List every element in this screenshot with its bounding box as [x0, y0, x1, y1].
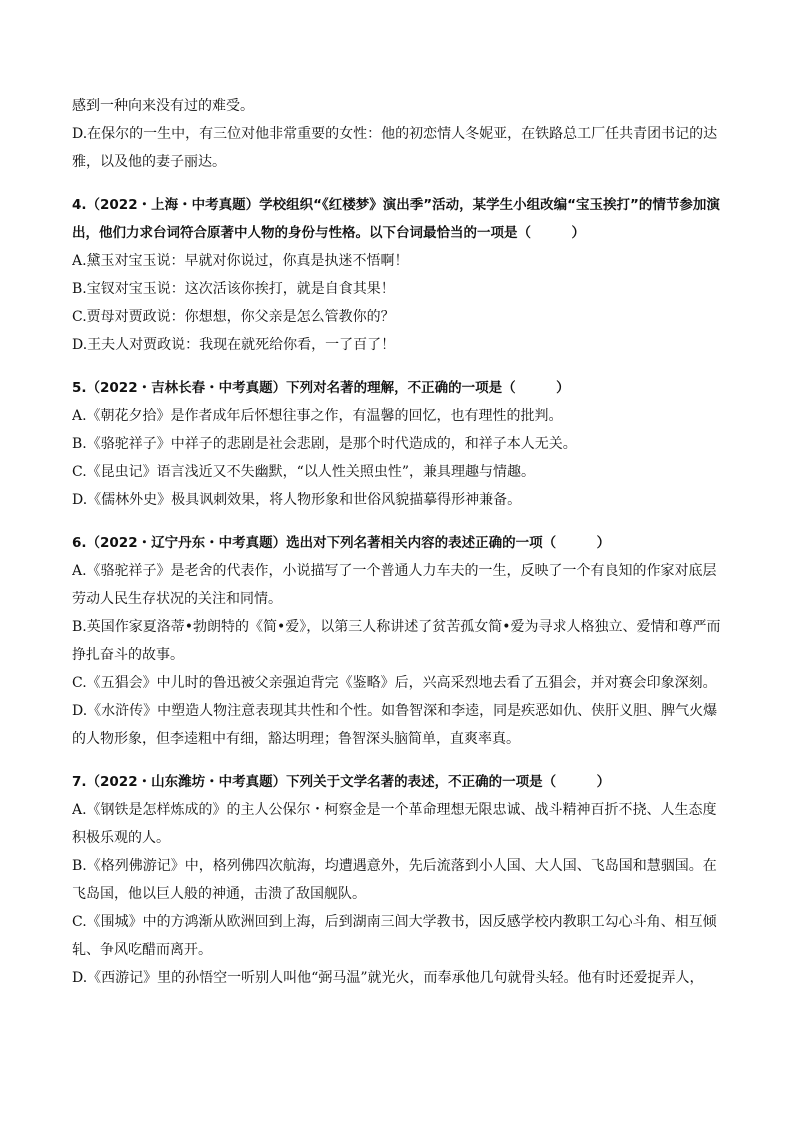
question-5-option-d: D.《儒林外史》极具讽刺效果，将人物形象和世俗风貌描摹得形神兼备。	[72, 492, 522, 508]
question-6-option-a-line-2: 劳动人民生存状况的关注和同情。	[72, 591, 282, 607]
question-5-option-a: A.《朝花夕拾》是作者成年后怀想往事之作，有温馨的回忆，也有理性的批判。	[72, 408, 563, 424]
question-3-continued	[72, 92, 732, 176]
spacer	[72, 514, 732, 529]
question-4-option-d: D.王夫人对贾政说：我现在就死给你看，一了百了！	[72, 337, 396, 353]
spacer	[72, 359, 732, 374]
question-5	[72, 374, 732, 514]
question-4-title: 4.（2022・上海・中考真题）学校组织“《红楼梦》演出季”活动，某学生小组改编“宝玉挨打”的情节参加演出，他们力求台词符合原著中人物的身份与性格。以下台词最恰当的一项是（ ）	[72, 197, 720, 241]
question-5-option-c: C.《昆虫记》语言浅近又不失幽默，“以人性关照虫性”，兼具理趣与情趣。	[72, 464, 535, 480]
question-5-option-b: B.《骆驼祥子》中祥子的悲剧是社会悲剧，是那个时代造成的，和祥子本人无关。	[72, 436, 577, 452]
spacer	[72, 176, 732, 191]
question-7-option-b-line-1: B.《格列佛游记》中，格列佛四次航海，均遭遇意外，先后流落到小人国、大人国、飞岛国和慧骃国。在	[72, 858, 717, 874]
question-6-option-b-line-1: B.英国作家夏洛蒂•勃朗特的《简•爱》，以第三人称讲述了贫苦孤女简•爱为寻求人格独立、爱情和尊严而	[72, 619, 721, 635]
question-3-option-d: D.在保尔的一生中，有三位对他非常重要的女性：他的初恋情人冬妮亚，在铁路总工厂任共青团书记的达雅，以及他的妻子丽达。	[72, 126, 718, 170]
question-7-title: 7.（2022・山东潍坊・中考真题）下列关于文学名著的表述，不正确的一项是（ ）	[72, 774, 611, 790]
question-7-option-c-line-1: C.《围城》中的方鸿渐从欧洲回到上海，后到湖南三闾大学教书，因反感学校内教职工勾心斗角、相互倾	[72, 914, 717, 930]
question-6	[72, 529, 732, 753]
question-6-option-a-line-1: A.《骆驼祥子》是老舍的代表作，小说描写了一个普通人力车夫的一生，反映了一个有良知的作家对底层	[72, 563, 717, 579]
question-5-title: 5.（2022・吉林长春・中考真题）下列对名著的理解，不正确的一项是（ ）	[72, 380, 570, 396]
question-7-option-b-line-2: 飞岛国，他以巨人般的神通，击溃了敌国舰队。	[72, 886, 366, 902]
question-6-title: 6.（2022・辽宁丹东・中考真题）选出对下列名著相关内容的表述正确的一项（ ）	[72, 535, 611, 551]
question-7	[72, 768, 732, 992]
question-7-option-a-line-1: A.《钢铁是怎样炼成的》的主人公保尔・柯察金是一个革命理想无限忠诚、战斗精神百折不挠、人生态度	[72, 802, 717, 818]
question-4-option-c: C.贾母对贾政说：你想想，你父亲是怎么管教你的？	[72, 309, 395, 325]
question-4	[72, 191, 732, 359]
question-7-option-d-line-1: D.《西游记》里的孙悟空一听别人叫他“弼马温”就光火，而奉承他几句就骨头轻。他有时还爱捉弄人，	[72, 970, 704, 986]
question-4-option-b: B.宝钗对宝玉说：这次活该你挨打，就是自食其果！	[72, 281, 395, 297]
document-page	[72, 92, 732, 992]
question-6-option-b-line-2: 挣扎奋斗的故事。	[72, 647, 184, 663]
spacer	[72, 753, 732, 768]
question-7-option-a-line-2: 积极乐观的人。	[72, 830, 170, 846]
question-3-tail-text: 感到一种向来没有过的难受。	[72, 98, 254, 114]
question-7-option-c-line-2: 轧、争风吃醋而离开。	[72, 942, 212, 958]
question-6-option-d-line-1: D.《水浒传》中塑造人物注意表现其共性和个性。如鲁智深和李逵，同是疾恶如仇、侠肝义胆、脾气火爆	[72, 703, 718, 719]
question-6-option-c: C.《五猖会》中儿时的鲁迅被父亲强迫背完《鉴略》后，兴高采烈地去看了五猖会，并对赛会印象深刻。	[72, 675, 717, 691]
question-6-option-d-line-2: 的人物形象，但李逵粗中有细，豁达明理；鲁智深头脑简单，直爽率真。	[72, 731, 520, 747]
question-4-option-a: A.黛玉对宝玉说：早就对你说过，你真是执迷不悟啊！	[72, 253, 409, 269]
